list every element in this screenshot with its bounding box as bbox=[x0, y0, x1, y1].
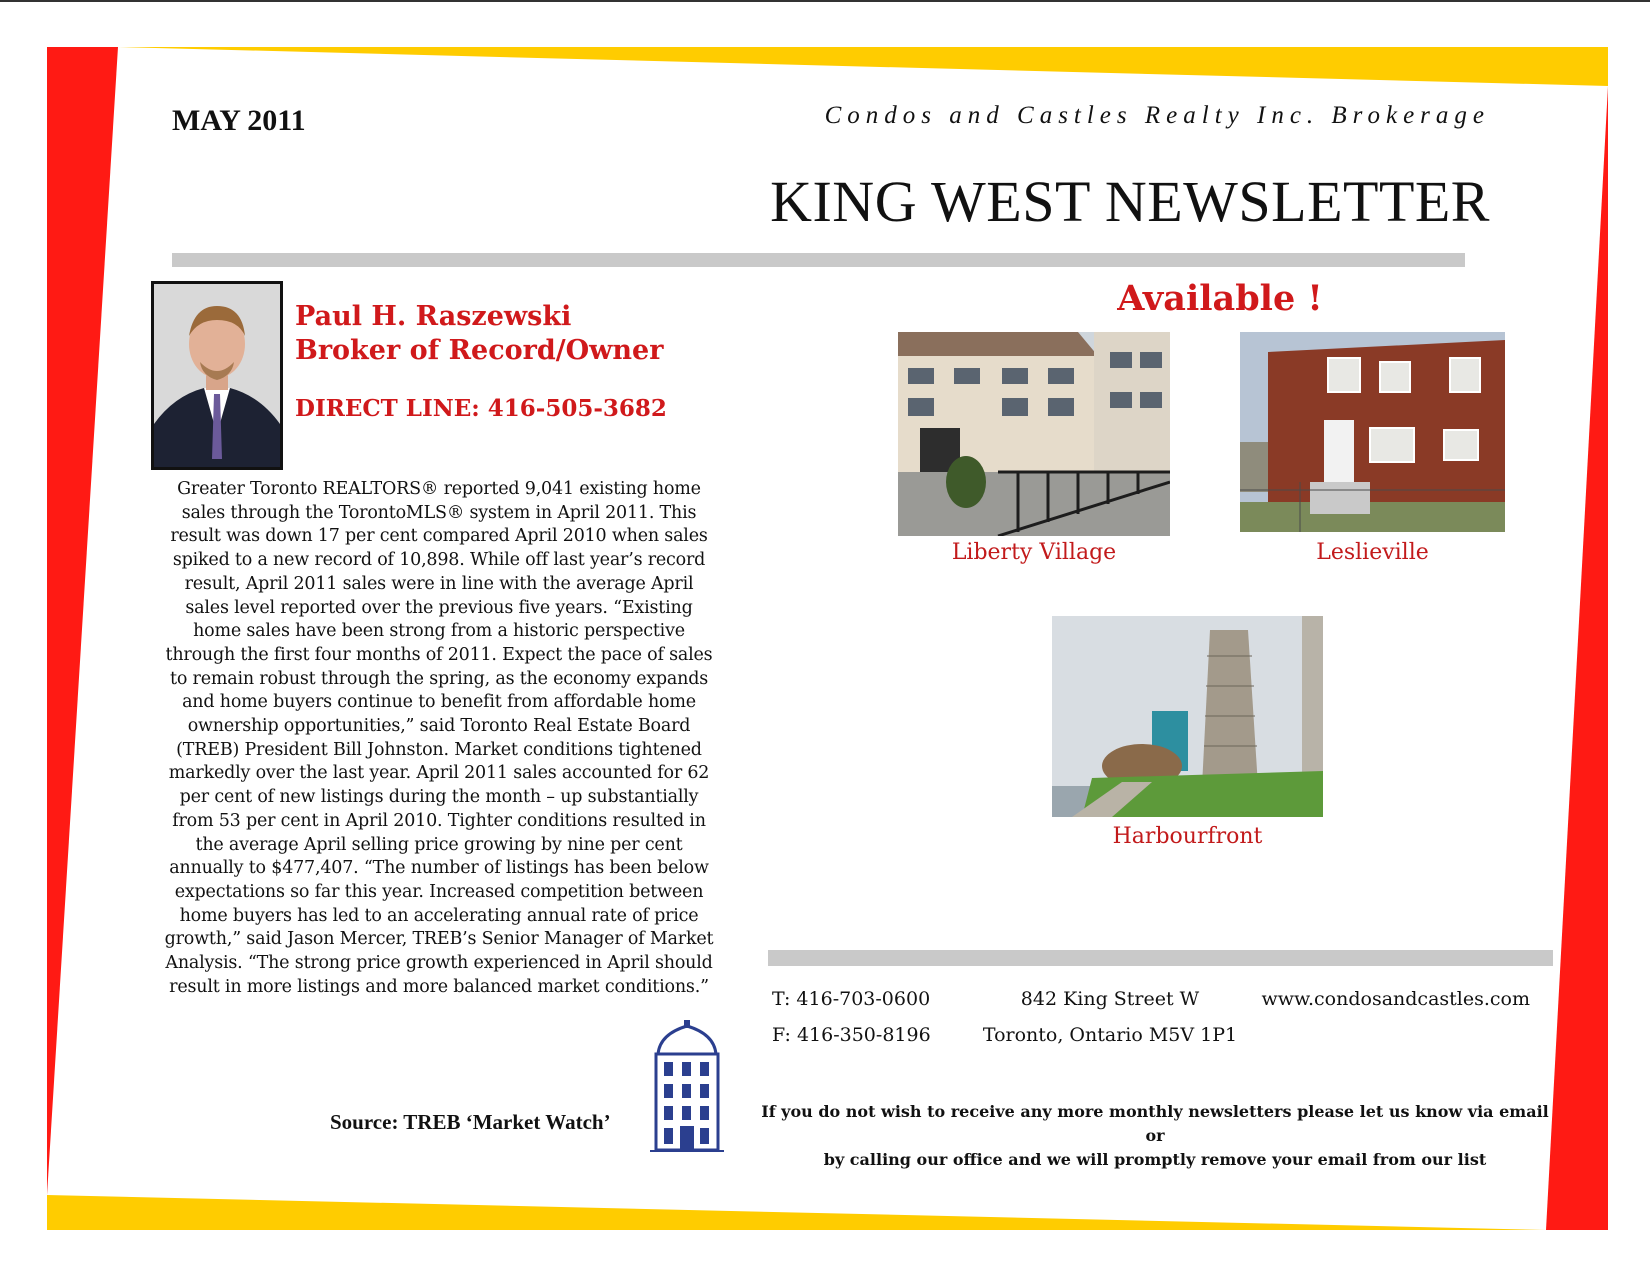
contact-website[interactable]: www.condosandcastles.com bbox=[1261, 988, 1530, 1010]
unsubscribe-notice bbox=[760, 1100, 1550, 1172]
issue-date: MAY 2011 bbox=[172, 104, 306, 137]
available-heading: Available ! bbox=[1117, 278, 1323, 319]
header-divider bbox=[172, 253, 1465, 267]
listing-photo-leslieville bbox=[1240, 332, 1505, 532]
listing-caption-leslieville: Leslieville bbox=[1316, 540, 1429, 565]
building-logo bbox=[650, 1020, 724, 1152]
contact-city: Toronto, Ontario M5V 1P1 bbox=[982, 1024, 1238, 1046]
agent-role: Broker of Record/Owner bbox=[295, 335, 664, 366]
agent-name: Paul H. Raszewski bbox=[295, 301, 572, 332]
listing-caption-harbourfront: Harbourfront bbox=[1112, 824, 1263, 849]
listing-photo-liberty-village bbox=[898, 332, 1170, 536]
contact-street: 842 King Street W bbox=[1020, 988, 1200, 1010]
listing-caption-liberty-village: Liberty Village bbox=[951, 540, 1117, 565]
unsubscribe-line-2: by calling our office and we will promptly remove your email from our list bbox=[823, 1150, 1487, 1169]
agent-photo bbox=[151, 281, 283, 470]
frame-top-yellow bbox=[118, 47, 1608, 86]
contact-phone: T: 416-703-0600 bbox=[772, 988, 931, 1010]
article-source: Source: TREB ‘Market Watch’ bbox=[330, 1110, 611, 1134]
agent-block bbox=[295, 300, 663, 368]
footer-divider bbox=[768, 950, 1553, 966]
agent-direct-line: DIRECT LINE: 416-505-3682 bbox=[295, 395, 667, 422]
listing-photo-harbourfront bbox=[1052, 616, 1323, 817]
brokerage-name: Condos and Castles Realty Inc. Brokerage bbox=[824, 102, 1490, 129]
frame-left-red bbox=[47, 47, 118, 1195]
article-body: Greater Toronto REALTORS® reported 9,041 existing home sales through the TorontoMLS® system in April 2011. This result was down 17 per cent compared April 2010 when sales spiked to a new record of 10,898. While off last year’s record result, April 2011 sales were in line with the average April sales level reported over the previous five years. “Existing home sales have been strong from a historic perspective through the first four months of 2011. Expect the pace of sales to remain robust through the spring, as the economy expands and home buyers continue to benefit from affordable home ownership opportunities,” said Toronto Real Estate Board (TREB) President Bill Johnston. Market conditions tightened markedly over the last year. April 2011 sales accounted for 62 per cent of new listings during the month – up substantially from 53 per cent in April 2010. Tighter conditions resulted in the average April selling price growing by nine per cent annually to $477,407. “The number of listings has been below expectations so far this year. Increased competition between home buyers has led to an accelerating annual rate of price growth,” said Jason Mercer, TREB’s Senior Manager of Market Analysis. “The strong price growth experienced in April should result in more listings and more balanced market conditions.” bbox=[164, 479, 714, 997]
unsubscribe-line-1: If you do not wish to receive any more monthly newsletters please let us know via email or bbox=[761, 1102, 1549, 1145]
contact-fax: F: 416-350-8196 bbox=[772, 1024, 931, 1046]
frame-right-red bbox=[1546, 86, 1608, 1230]
frame-bottom-yellow bbox=[47, 1195, 1546, 1230]
newsletter-title: KING WEST NEWSLETTER bbox=[770, 169, 1490, 234]
